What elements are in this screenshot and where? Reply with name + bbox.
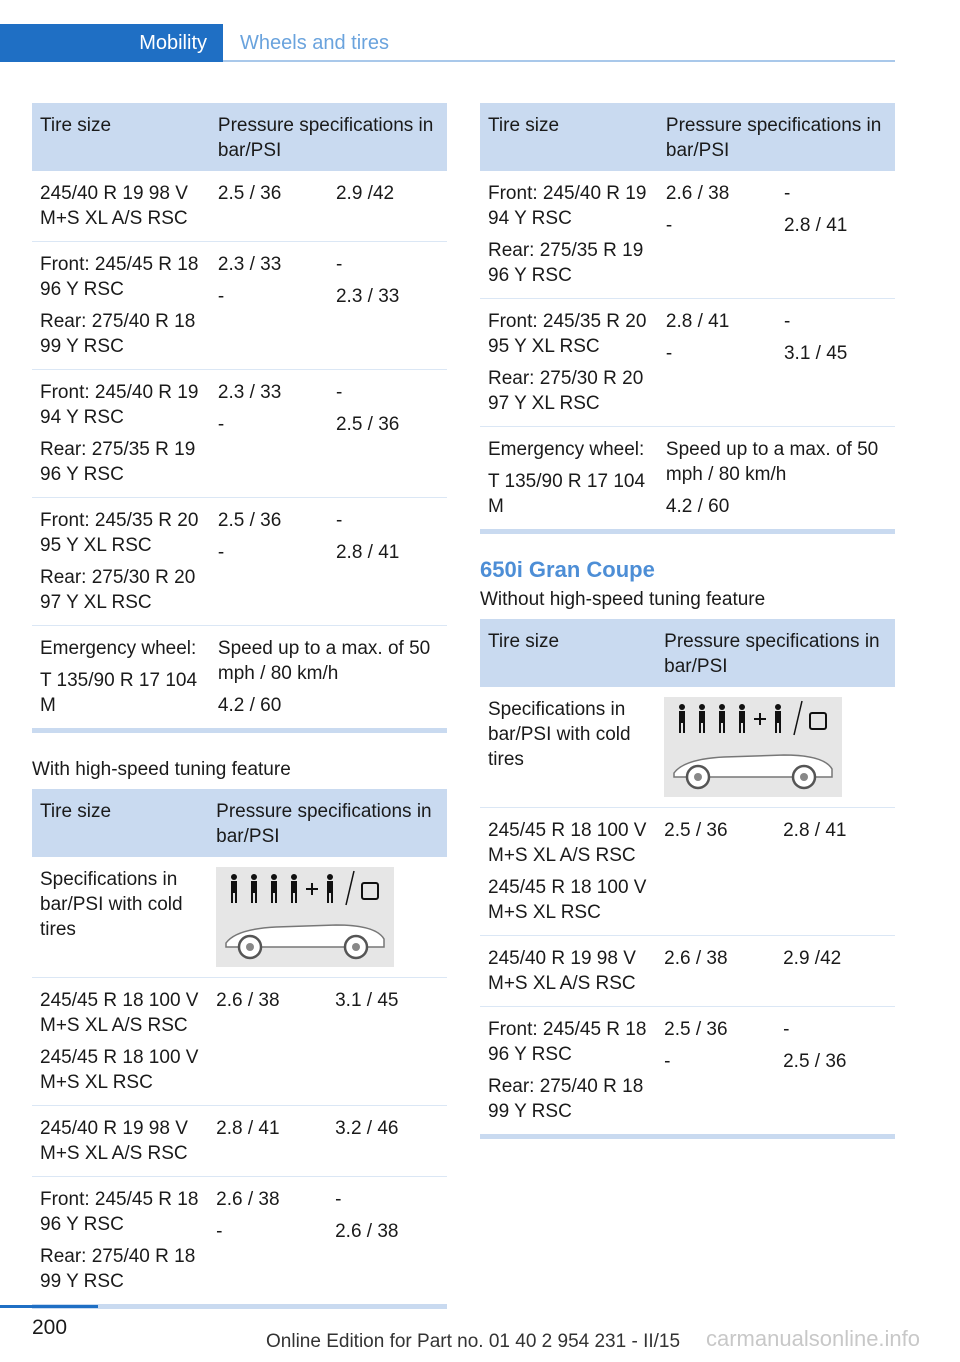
table-row: [480, 171, 895, 299]
pressure-cell: 2.3 / 33 -: [210, 242, 328, 370]
pressure-cell: 3.1 / 45: [327, 978, 447, 1106]
tire-pressure-table: [480, 619, 895, 1139]
header-divider: [223, 60, 895, 62]
pressure-cell: - 2.6 / 38: [327, 1177, 447, 1307]
table-row: [32, 1106, 447, 1177]
pressure-cell: 2.5 / 36: [656, 808, 775, 936]
pressure-cell: 2.6 / 38: [656, 936, 775, 1007]
cold-tires-label: Specifications in bar/PSI with cold tires: [480, 687, 656, 808]
subsection-label: Without high-speed tuning feature: [480, 589, 766, 610]
tire-size-cell: 245/40 R 19 98 V M+S XL A/S RSC: [32, 1106, 208, 1177]
table-row: [32, 370, 447, 498]
pressure-cell: 2.5 / 36 -: [210, 498, 328, 626]
table-row: [480, 299, 895, 427]
pressure-cell: - 2.5 / 36: [775, 1007, 895, 1137]
pressure-cell: 2.6 / 38 -: [208, 1177, 327, 1307]
pressure-cell: Speed up to a max. of 50 mph / 80 km/h 4.2 / 60: [210, 626, 447, 731]
table-row-cold-tires: [32, 857, 447, 978]
tire-pressure-table: [32, 789, 447, 1309]
tire-size-cell: Front: 245/35 R 20 95 Y XL RSC Rear: 275/30 R 20 97 Y XL RSC: [32, 498, 210, 626]
tire-pressure-table: [32, 103, 447, 733]
tire-pressure-table: [480, 103, 895, 534]
pressure-cell: 2.6 / 38: [208, 978, 327, 1106]
tire-size-cell: 245/45 R 18 100 V M+S XL A/S RSC 245/45 R 18 100 V M+S XL RSC: [480, 808, 656, 936]
pressure-cell: - 2.8 / 41: [776, 171, 895, 299]
column-header-tire-size: Tire size: [32, 789, 208, 857]
tire-size-cell: Front: 245/40 R 19 94 Y RSC Rear: 275/35 R 19 96 Y RSC: [32, 370, 210, 498]
header-chapter-label: Wheels and tires: [240, 32, 389, 54]
table-row-emergency: [480, 427, 895, 532]
column-header-pressure: Pressure specifications in bar/PSI: [656, 619, 895, 687]
pressure-cell: 2.9 /42: [775, 936, 895, 1007]
column-header-pressure: Pressure specifications in bar/PSI: [208, 789, 447, 857]
column-header-tire-size: Tire size: [480, 619, 656, 687]
pressure-cell: - 2.3 / 33: [328, 242, 447, 370]
tire-size-cell: Emergency wheel: T 135/90 R 17 104 M: [32, 626, 210, 731]
load-pictogram-cell: [656, 687, 895, 808]
right-column: [480, 103, 895, 1139]
edition-note: Online Edition for Part no. 01 40 2 954 231 - II/15: [266, 1331, 681, 1352]
tire-size-cell: 245/40 R 19 98 V M+S XL A/S RSC: [480, 936, 656, 1007]
pressure-cell: 2.6 / 38 -: [658, 171, 776, 299]
tire-size-cell: Front: 245/35 R 20 95 Y XL RSC Rear: 275/30 R 20 97 Y XL RSC: [480, 299, 658, 427]
header-section-tab: Mobility: [0, 24, 223, 62]
section-title: 650i Gran Coupe: [480, 557, 655, 582]
table-row: [32, 242, 447, 370]
table-row: [32, 171, 447, 242]
pressure-cell: - 3.1 / 45: [776, 299, 895, 427]
pressure-cell: 2.8 / 41: [775, 808, 895, 936]
cold-tires-label: Specifications in bar/PSI with cold tires: [32, 857, 208, 978]
tire-size-cell: 245/40 R 19 98 V M+S XL A/S RSC: [32, 171, 210, 242]
tire-size-cell: Front: 245/40 R 19 94 Y RSC Rear: 275/35 R 19 96 Y RSC: [480, 171, 658, 299]
column-header-tire-size: Tire size: [32, 103, 210, 171]
left-column: [32, 103, 447, 1309]
pressure-cell: 2.5 / 36 -: [656, 1007, 775, 1137]
column-header-pressure: Pressure specifications in bar/PSI: [658, 103, 895, 171]
tire-size-cell: Front: 245/45 R 18 96 Y RSC Rear: 275/40 R 18 99 Y RSC: [480, 1007, 656, 1137]
table-row: [32, 1177, 447, 1307]
pressure-cell: 3.2 / 46: [327, 1106, 447, 1177]
load-pictogram-icon: [664, 697, 842, 797]
load-pictogram-icon: [216, 867, 394, 967]
table-row: [32, 978, 447, 1106]
pressure-cell: 2.5 / 36: [210, 171, 328, 242]
subsection-label: With high-speed tuning feature: [32, 759, 291, 780]
table-row: [480, 936, 895, 1007]
table-row: [32, 498, 447, 626]
table-row-cold-tires: [480, 687, 895, 808]
pressure-cell: Speed up to a max. of 50 mph / 80 km/h 4.2 / 60: [658, 427, 895, 532]
tire-size-cell: Front: 245/45 R 18 96 Y RSC Rear: 275/40 R 18 99 Y RSC: [32, 1177, 208, 1307]
column-header-tire-size: Tire size: [480, 103, 658, 171]
column-header-pressure: Pressure specifications in bar/PSI: [210, 103, 447, 171]
table-row: [480, 808, 895, 936]
tire-size-cell: Front: 245/45 R 18 96 Y RSC Rear: 275/40 R 18 99 Y RSC: [32, 242, 210, 370]
page-number: 200: [32, 1316, 68, 1339]
pressure-cell: 2.3 / 33 -: [210, 370, 328, 498]
tire-size-cell: Emergency wheel: T 135/90 R 17 104 M: [480, 427, 658, 532]
pressure-cell: 2.9 /42: [328, 171, 447, 242]
table-row: [480, 1007, 895, 1137]
pressure-cell: - 2.8 / 41: [328, 498, 447, 626]
pressure-cell: 2.8 / 41 -: [658, 299, 776, 427]
load-pictogram-cell: [208, 857, 447, 978]
pressure-cell: - 2.5 / 36: [328, 370, 447, 498]
pressure-cell: 2.8 / 41: [208, 1106, 327, 1177]
footer-divider: [0, 1305, 98, 1308]
watermark: carmanualsonline.info: [706, 1326, 921, 1351]
table-row-emergency: [32, 626, 447, 731]
tire-size-cell: 245/45 R 18 100 V M+S XL A/S RSC 245/45 R 18 100 V M+S XL RSC: [32, 978, 208, 1106]
